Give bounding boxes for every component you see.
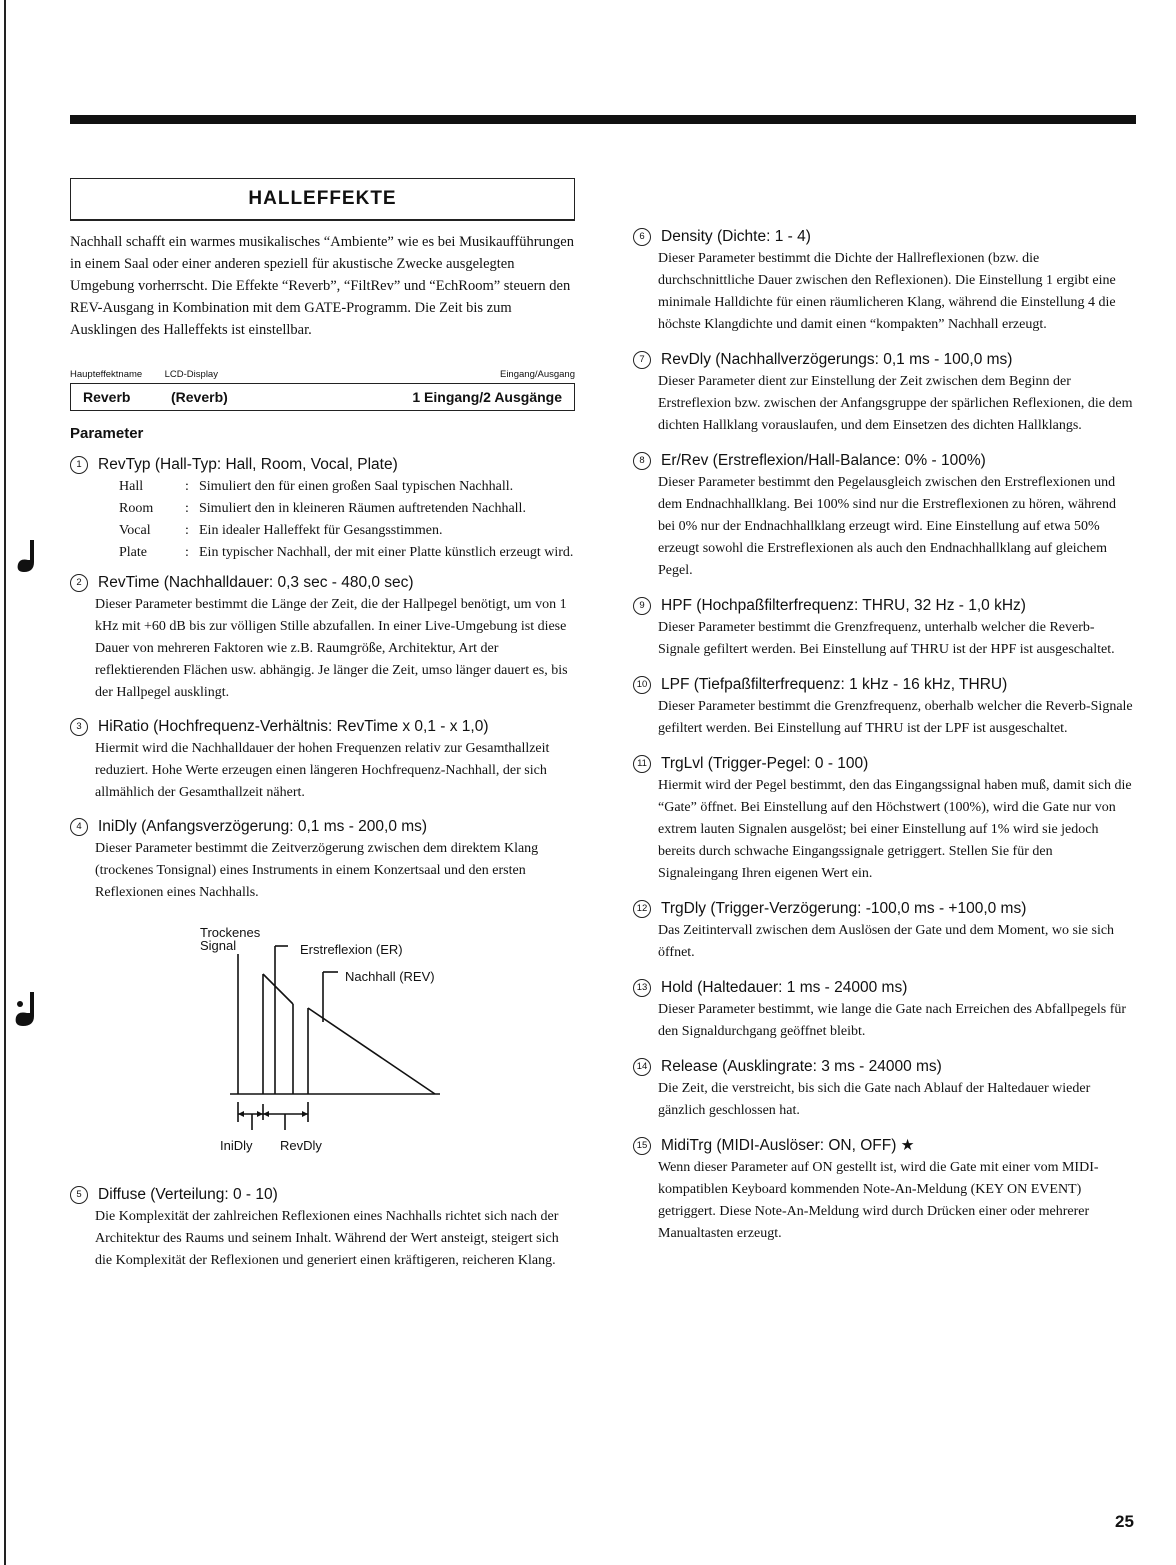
param-number: 6 (633, 228, 651, 246)
param-number: 8 (633, 452, 651, 470)
margin-mark-note-icon (14, 538, 44, 578)
label-early-reflection: Erstreflexion (ER) (300, 941, 403, 957)
param-density (633, 226, 1135, 336)
header-bar (70, 115, 1136, 124)
param-description: Dieser Parameter bestimmt die Dichte der Hallreflexionen (bzw. die durchschnittliche Dauer zwischen den Reflexionen). Die Einstellung 1 ergibt eine minimale Halldichte für einen räumlicheren Klang, während die Einstellung 4 die höchste Klangdichte und damit einen “kompakten” Nachhall erzeugt. (658, 251, 1116, 332)
page-title: HALLEFFEKTE (248, 188, 397, 209)
param-heading: HiRatio (Hochfrequenz-Verhältnis: RevTime x 0,1 - x 1,0) (98, 717, 489, 735)
param-number: 5 (70, 1186, 88, 1204)
param-number: 12 (633, 900, 651, 918)
param-description: Hiermit wird die Nachhalldauer der hohen Frequenzen relativ zur Gesamthallzeit reduziert. Hohe Werte erzeugen einen längeren Hochfrequenz-Nachhall, der sich allmählich der Gesamthallzeit nähert. (95, 740, 550, 800)
right-column (633, 226, 1135, 1258)
param-trgdly (633, 898, 1135, 964)
param-description: Hiermit wird der Pegel bestimmt, den das Eingangssignal haben muß, damit sich die “Gate” öffnet. Bei Einstellung auf den Höchstwert (100%), wird die Gate nur von extrem lauten Signalen ausgelöst; bei einer Einstellung auf 1% wird sie jedoch bereits durch schwache Eingangssignale getriggert. Stellen Sie für den Signaleingang Ihren eigenen Wert ein. (658, 778, 1132, 881)
param-inidly (70, 816, 575, 904)
label-inidly: IniDly (220, 1137, 253, 1153)
param-number: 9 (633, 597, 651, 615)
param-heading: Release (Ausklingrate: 3 ms - 24000 ms) (661, 1058, 942, 1075)
param-description: Dieser Parameter bestimmt, wie lange die Gate nach Erreichen des Abfallpegels für den Signaldurchgang geöffnet bleibt. (658, 1002, 1127, 1039)
param-heading: RevTyp (Hall-Typ: Hall, Room, Vocal, Plate) (98, 455, 398, 473)
section-title-box (70, 178, 575, 219)
param-revtyp (70, 454, 575, 564)
title-underline (70, 219, 575, 221)
param-lpf (633, 674, 1135, 740)
param-description: Die Komplexität der zahlreichen Reflexionen eines Nachhalls richtet sich nach der Architektur des Raums und seinem Inhalt. Während der Wert ansteigt, steigert sich die Komplexität der Reflexionen und generiert einen kräftigeren, reicheren Klang. (95, 1208, 559, 1268)
param-description: Dieser Parameter bestimmt die Grenzfrequenz, oberhalb welcher die Reverb-Signale gefiltert werden. Bei Einstellung auf THRU ist der LPF ist ausgeschaltet. (658, 699, 1133, 736)
header-lcd-display: LCD-Display (164, 368, 218, 380)
param-description: Dieser Parameter bestimmt die Länge der Zeit, die der Hallpegel benötigt, um von 1 kHz mit +60 dB bis zur völligen Stille abzufallen. In einer Live-Umgebung ist diese Dauer von mehreren Faktoren wie z.B. Raumgröße, Architektur, Art der reflektierenden Flächen usw. abhängig. Je länger die Zeit, umso länger dauert es, bis der Hallpegel ausklingt. (95, 596, 568, 700)
param-description: Das Zeitintervall zwischen dem Auslösen der Gate und dem Moment, wo sie sich öffnet. (658, 923, 1115, 960)
param-miditrg (633, 1135, 1135, 1245)
param-heading: LPF (Tiefpaßfilterfrequenz: 1 kHz - 16 kHz, THRU) (661, 676, 1008, 693)
param-number: 4 (70, 818, 88, 836)
reverb-diagram (190, 924, 510, 1184)
param-number: 3 (70, 718, 88, 736)
effect-table-row (70, 383, 575, 411)
label-revdly: RevDly (280, 1137, 322, 1153)
list-item: Room : Simuliert den in kleineren Räumen auftretenden Nachhall. (119, 500, 526, 516)
intro-paragraph: Nachhall schafft ein warmes musikalisches “Ambiente” wie es bei Musikaufführungen in einem Saal oder einer anderen speziell für akustische Zwecke ausgelegten Umgebung vorherrscht. Die Effekte “Reverb”, “FiltRev” und “EchRoom” steuern den REV-Ausgang in Kombination mit dem GATE-Programm. Die Zeit bis zum Ausklingen des Halleffekts ist einstellbar. (70, 233, 574, 338)
parameter-heading: Parameter (70, 424, 144, 442)
param-heading: TrgLvl (Trigger-Pegel: 0 - 100) (661, 755, 869, 772)
param-revdly (633, 349, 1135, 437)
param-description: Die Zeit, die verstreicht, bis sich die Gate nach Ablauf der Haltedauer wieder gänzlich geschlossen hat. (658, 1081, 1091, 1118)
param-heading: MidiTrg (MIDI-Auslöser: ON, OFF) ★ (661, 1137, 915, 1154)
param-diffuse (70, 1184, 575, 1272)
effect-lcd: (Reverb) (171, 388, 228, 405)
param-release (633, 1056, 1135, 1122)
param-hold (633, 977, 1135, 1043)
label-dry-signal-1: Trockenes (200, 924, 261, 940)
list-item: Vocal : Ein idealer Halleffekt für Gesangsstimmen. (119, 522, 443, 538)
param-description: Dieser Parameter dient zur Einstellung der Zeit zwischen dem Beginn der Erstreflexion bzw. zwischen der Anfangsgruppe der spärlichen Reflexionen, die dem dichten Hallklang vorauslaufen, und dem Einsetzen des dichten Hallklangs. (658, 374, 1133, 433)
param-heading: Density (Dichte: 1 - 4) (661, 228, 811, 245)
effect-io: 1 Eingang/2 Ausgänge (412, 388, 562, 405)
param-heading: Hold (Haltedauer: 1 ms - 24000 ms) (661, 979, 908, 996)
param-heading: RevTime (Nachhalldauer: 0,3 sec - 480,0 sec) (98, 573, 414, 591)
param-number: 10 (633, 676, 651, 694)
label-dry-signal-2: Signal (200, 937, 237, 953)
param-heading: RevDly (Nachhallverzögerungs: 0,1 ms - 100,0 ms) (661, 351, 1013, 368)
margin-mark-note-icon (12, 990, 44, 1030)
param-description: Dieser Parameter bestimmt den Pegelausgleich zwischen den Erstreflexionen und dem Endnachhallklang. Bei 100% sind nur die Erstreflexionen zu hören, während bei 0% nur der Endnachhallklang erzeugt wird. Eine Einstellung auf etwa 50% erzeugt sowohl die Erstreflexionen als auch den Endnachhallklang auf gleichem Pegel. (658, 475, 1116, 578)
page-number: 25 (1115, 1512, 1134, 1531)
param-description: Dieser Parameter bestimmt die Zeitverzögerung zwischen dem direktem Klang (trockenes Tonsignal) eines Instruments in einem Konzertsaal und den ersten Reflexionen eines Nachhalls. (95, 840, 539, 900)
param-description: Dieser Parameter bestimmt die Grenzfrequenz, unterhalb welcher die Reverb-Signale gefiltert werden. Bei Einstellung auf THRU ist der HPF ist ausgeschaltet. (658, 620, 1115, 657)
header-io: Eingang/Ausgang (499, 368, 575, 380)
left-column (70, 178, 575, 1272)
hall-type-list (70, 476, 575, 564)
reverb-envelope-graphic (190, 924, 510, 1164)
param-description: Wenn dieser Parameter auf ON gestellt ist, wird die Gate mit einer vom MIDI-kompatiblen Keyboard kommenden Note-An-Meldung (KEY ON EVENT) getriggert. Diese Note-An-Meldung wird durch Drücken einer oder mehrerer Manualtasten erzeugt. (658, 1160, 1099, 1241)
param-number: 2 (70, 574, 88, 592)
param-er-rev (633, 450, 1135, 582)
param-number: 15 (633, 1137, 651, 1155)
list-item: Plate : Ein typischer Nachhall, der mit einer Platte künstlich erzeugt wird. (119, 544, 574, 560)
left-margin-line (4, 0, 6, 1565)
param-number: 14 (633, 1058, 651, 1076)
param-number: 13 (633, 979, 651, 997)
param-hpf (633, 595, 1135, 661)
param-revtime (70, 572, 575, 704)
param-heading: TrgDly (Trigger-Verzögerung: -100,0 ms - +100,0 ms) (661, 900, 1027, 917)
effect-table-header (70, 369, 575, 380)
param-number: 11 (633, 755, 651, 773)
param-number: 7 (633, 351, 651, 369)
effect-name: Reverb (83, 388, 131, 405)
list-item: Hall : Simuliert den für einen großen Saal typischen Nachhall. (119, 478, 514, 494)
param-number: 1 (70, 456, 88, 474)
label-reverb: Nachhall (REV) (345, 968, 435, 984)
param-hiratio (70, 716, 575, 804)
param-heading: HPF (Hochpaßfilterfrequenz: THRU, 32 Hz - 1,0 kHz) (661, 597, 1026, 614)
param-trglvl (633, 753, 1135, 885)
param-heading: IniDly (Anfangsverzögerung: 0,1 ms - 200,0 ms) (98, 817, 428, 835)
param-heading: Er/Rev (Erstreflexion/Hall-Balance: 0% - 100%) (661, 452, 986, 469)
header-effect-name: Haupteffektname (70, 368, 143, 380)
param-heading: Diffuse (Verteilung: 0 - 10) (98, 1185, 278, 1203)
